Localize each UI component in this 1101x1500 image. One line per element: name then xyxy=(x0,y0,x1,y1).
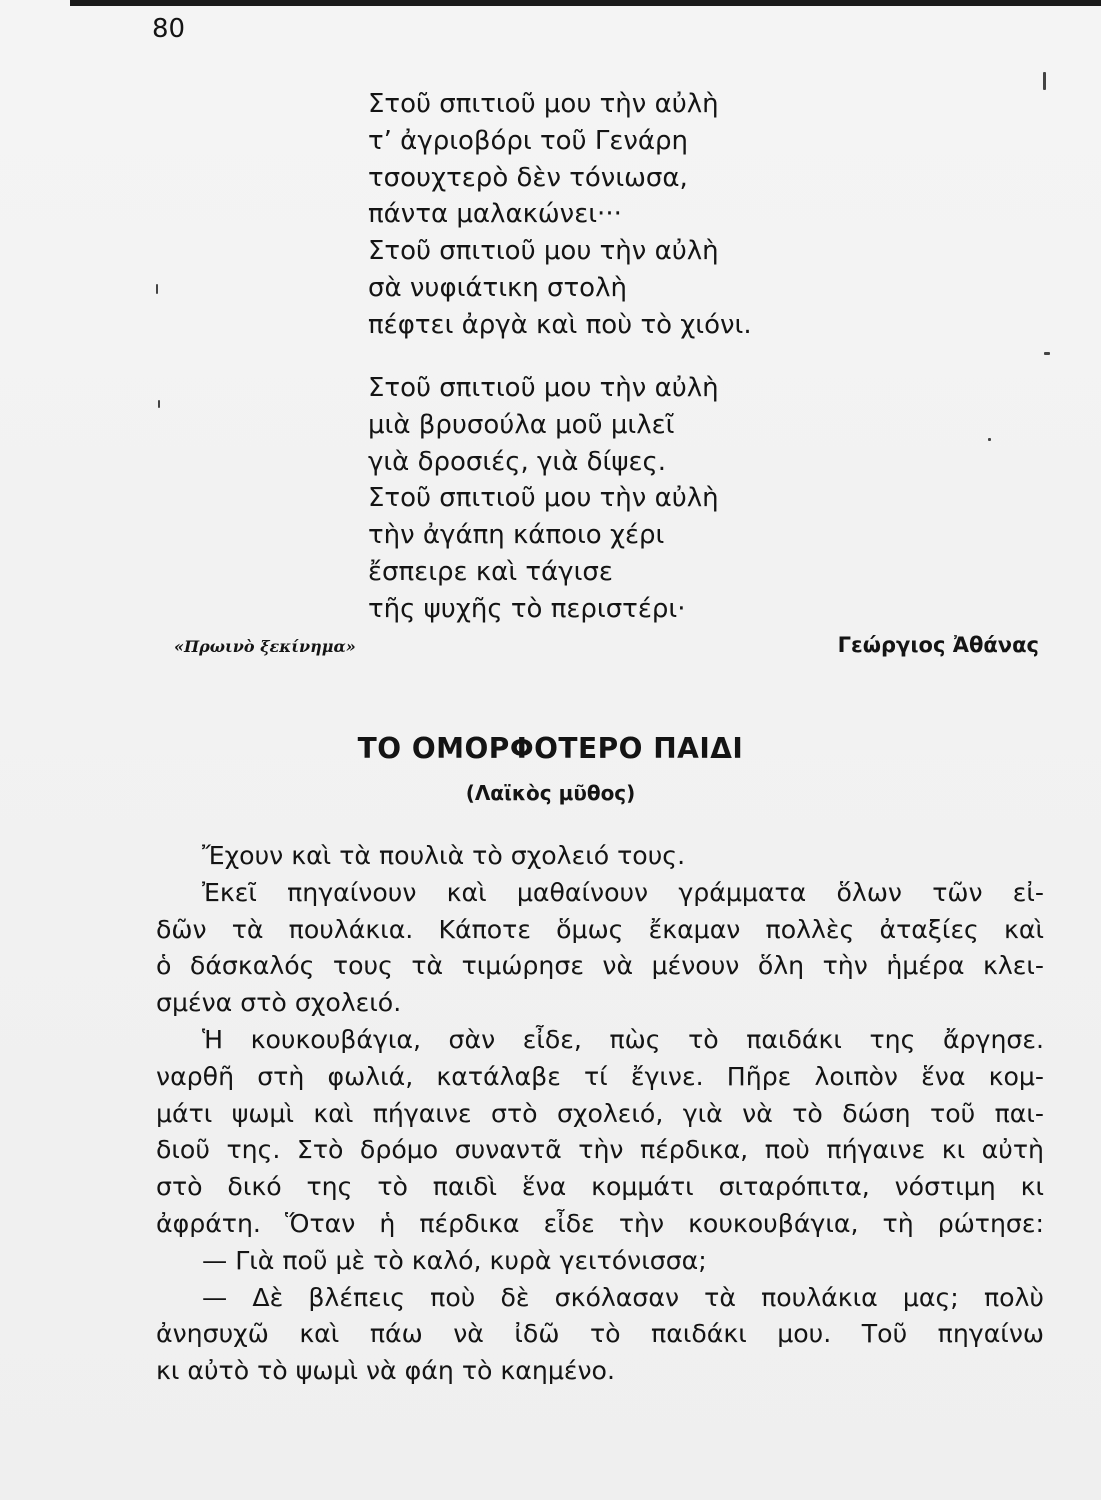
poem-line: πέφτει ἀργὰ καὶ ποὺ τὸ χιόνι. xyxy=(368,309,752,340)
poem-line: ἔσπειρε καὶ τάγισε xyxy=(368,556,613,587)
story-line: σμένα στὸ σχολειό. xyxy=(156,988,402,1018)
story-line: — Δὲ βλέπεις ποὺ δὲ σκόλασαν τὰ πουλάκια μας; πολὺ xyxy=(202,1282,1044,1312)
story-line: ναρθῆ στὴ φωλιά, κατάλαβε τί ἔγινε. Πῆρε λοιπὸν ἕνα κομ- xyxy=(156,1061,1044,1091)
story-title: ΤΟ ΟΜΟΡΦΟΤΕΡΟ ΠΑΙΔΙ xyxy=(357,732,744,765)
story-line: ὁ δάσκαλός τους τὰ τιμώρησε νὰ μένουν ὅλη τὴν ἡμέρα κλει- xyxy=(156,951,1044,981)
story-line: μάτι ψωμὶ καὶ πήγαινε στὸ σχολειό, γιὰ νὰ τὸ δώση τοῦ παι- xyxy=(156,1098,1044,1128)
poem-line: τὴν ἀγάπη κάποιο χέρι xyxy=(368,520,665,551)
scan-speck xyxy=(156,284,158,294)
story-subtitle: (Λαϊκὸς μῦθος) xyxy=(465,781,636,805)
scan-speck xyxy=(988,438,991,441)
poem-line: Στοῦ σπιτιοῦ μου τὴν αὐλὴ xyxy=(368,89,719,119)
poem-author: Γεώργιος Ἀθάνας xyxy=(837,633,1039,657)
story-line: ἀφράτη. Ὅταν ἡ πέρδικα εἶδε τὴν κουκουβάγια, τὴ ρώτησε: xyxy=(156,1208,1044,1238)
poem-source: «Πρωινὸ ξεκίνημα» xyxy=(174,637,356,656)
poem-stanza-1 xyxy=(368,86,752,344)
scan-speck xyxy=(1043,72,1046,90)
story-line: Ἐκεῖ πηγαίνουν καὶ μαθαίνουν γράμματα ὅλων τῶν εἰ- xyxy=(202,877,1044,907)
poem-line: τῆς ψυχῆς τὸ περιστέρι· xyxy=(368,593,686,624)
story-line: — Γιὰ ποῦ μὲ τὸ καλό, κυρὰ γειτόνισσα; xyxy=(202,1245,707,1275)
poem-line: Στοῦ σπιτιοῦ μου τὴν αὐλὴ xyxy=(368,373,719,403)
story-line: Ἡ κουκουβάγια, σὰν εἶδε, πὼς τὸ παιδάκι της ἄργησε. xyxy=(202,1024,1044,1054)
story-line: κι αὐτὸ τὸ ψωμὶ νὰ φάη τὸ καημένο. xyxy=(156,1356,615,1386)
poem-line: τ’ ἀγριοβόρι τοῦ Γενάρη xyxy=(368,125,689,156)
scan-speck xyxy=(158,400,160,408)
poem-line: Στοῦ σπιτιοῦ μου τὴν αὐλὴ xyxy=(368,483,719,514)
poem-line: πάντα μαλακώνει··· xyxy=(368,199,622,230)
story-line: ἀνησυχῶ καὶ πάω νὰ ἰδῶ τὸ παιδάκι μου. Τοῦ πηγαίνω xyxy=(156,1319,1044,1349)
page-number: 80 xyxy=(152,14,186,44)
poem-line: σὰ νυφιάτικη στολὴ xyxy=(368,272,627,303)
poem-line: γιὰ δροσιές, γιὰ δίψες. xyxy=(368,446,667,477)
story-line: διοῦ της. Στὸ δρόμο συναντᾶ τὴν πέρδικα, ποὺ πήγαινε κι αὐτὴ xyxy=(156,1135,1044,1165)
poem-line: μιὰ βρυσούλα μοῦ μιλεῖ xyxy=(368,409,675,440)
poem-line: Στοῦ σπιτιοῦ μου τὴν αὐλὴ xyxy=(368,236,719,267)
story-line: στὸ δικό της τὸ παιδὶ ἕνα κομμάτι σιταρόπιτα, νόστιμη κι xyxy=(156,1172,1044,1202)
poem-line: τσουχτερὸ δὲν τόνιωσα, xyxy=(368,162,688,193)
scan-speck xyxy=(1044,352,1050,355)
poem-stanza-2 xyxy=(368,370,719,628)
story-text xyxy=(156,838,1044,1390)
top-border xyxy=(70,0,1101,6)
story-line: δῶν τὰ πουλάκια. Κάποτε ὅμως ἔκαμαν πολλὲς ἀταξίες καὶ xyxy=(156,914,1044,944)
story-line: Ἔχουν καὶ τὰ πουλιὰ τὸ σχολειό τους. xyxy=(202,841,686,870)
